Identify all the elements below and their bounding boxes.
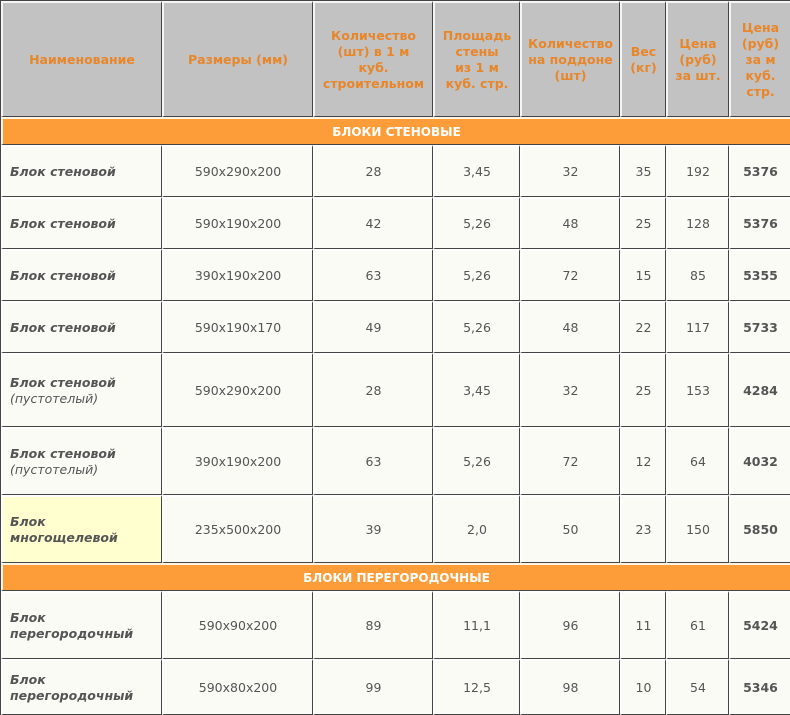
product-note: (пустотелый) xyxy=(10,390,99,406)
row-area: 11,1 xyxy=(433,591,520,659)
row-weight: 12 xyxy=(620,427,666,495)
row-price-m3: 4284 xyxy=(729,353,790,427)
header-size: Размеры (мм) xyxy=(162,1,313,117)
row-name-cell xyxy=(1,591,162,659)
product-name-line2: многощелевой xyxy=(10,529,118,545)
header-price-per-piece: Цена (руб) за шт. xyxy=(666,1,729,117)
section-title-partition: БЛОКИ ПЕРЕГОРОДОЧНЫЕ xyxy=(1,563,790,591)
row-name-cell xyxy=(1,353,162,427)
header-name: Наименование xyxy=(1,1,162,117)
table-row xyxy=(1,495,790,563)
product-name: Блок стеновой xyxy=(10,374,116,390)
row-name-cell xyxy=(1,659,162,715)
product-name: Блок стеновой xyxy=(10,319,116,335)
row-qty: 28 xyxy=(313,353,433,427)
row-price-pc: 192 xyxy=(666,145,729,197)
row-name-cell xyxy=(1,301,162,353)
row-area: 5,26 xyxy=(433,301,520,353)
row-weight: 23 xyxy=(620,495,666,563)
row-weight: 11 xyxy=(620,591,666,659)
row-price-pc: 117 xyxy=(666,301,729,353)
header-qty-per-m3: Количество (шт) в 1 м куб. строительном xyxy=(313,1,433,117)
row-price-m3: 5355 xyxy=(729,249,790,301)
row-price-pc: 64 xyxy=(666,427,729,495)
row-size: 390x190x200 xyxy=(162,427,313,495)
header-qty-pallet: Количество на поддоне (шт) xyxy=(520,1,620,117)
row-area: 5,26 xyxy=(433,197,520,249)
row-size: 590x190x200 xyxy=(162,197,313,249)
product-name: Блок xyxy=(10,671,46,687)
row-pallet: 32 xyxy=(520,353,620,427)
row-price-pc: 85 xyxy=(666,249,729,301)
row-pallet: 48 xyxy=(520,197,620,249)
section-row-wall xyxy=(1,117,790,145)
header-row xyxy=(1,1,790,117)
product-name: Блок стеновой xyxy=(10,445,116,461)
row-size: 590x290x200 xyxy=(162,353,313,427)
row-pallet: 32 xyxy=(520,145,620,197)
row-qty: 28 xyxy=(313,145,433,197)
row-price-m3: 5733 xyxy=(729,301,790,353)
table-row xyxy=(1,301,790,353)
row-qty: 39 xyxy=(313,495,433,563)
table-row xyxy=(1,197,790,249)
row-size: 590x190x170 xyxy=(162,301,313,353)
row-price-pc: 150 xyxy=(666,495,729,563)
table-row xyxy=(1,353,790,427)
section-row-partition xyxy=(1,563,790,591)
row-price-m3: 5424 xyxy=(729,591,790,659)
row-size: 235x500x200 xyxy=(162,495,313,563)
product-note: (пустотелый) xyxy=(10,461,99,477)
row-qty: 63 xyxy=(313,249,433,301)
row-name-cell xyxy=(1,197,162,249)
row-weight: 10 xyxy=(620,659,666,715)
row-price-m3: 5346 xyxy=(729,659,790,715)
row-area: 5,26 xyxy=(433,249,520,301)
row-name-cell xyxy=(1,495,162,563)
row-weight: 15 xyxy=(620,249,666,301)
row-price-pc: 153 xyxy=(666,353,729,427)
row-price-pc: 61 xyxy=(666,591,729,659)
row-name-cell xyxy=(1,145,162,197)
row-price-m3: 4032 xyxy=(729,427,790,495)
header-weight: Вес (кг) xyxy=(620,1,666,117)
row-pallet: 48 xyxy=(520,301,620,353)
row-area: 2,0 xyxy=(433,495,520,563)
header-price-per-m3: Цена (руб) за м куб. стр. xyxy=(729,1,790,117)
row-weight: 25 xyxy=(620,353,666,427)
row-weight: 35 xyxy=(620,145,666,197)
row-pallet: 72 xyxy=(520,427,620,495)
row-pallet: 98 xyxy=(520,659,620,715)
product-name: Блок стеновой xyxy=(10,267,116,283)
product-name: Блок xyxy=(10,609,46,625)
row-size: 590x290x200 xyxy=(162,145,313,197)
row-name-cell xyxy=(1,249,162,301)
table-row xyxy=(1,659,790,715)
section-title-wall: БЛОКИ СТЕНОВЫЕ xyxy=(1,117,790,145)
row-name-cell xyxy=(1,427,162,495)
row-price-m3: 5376 xyxy=(729,145,790,197)
header-wall-area: Площадь стены из 1 м куб. стр. xyxy=(433,1,520,117)
row-qty: 49 xyxy=(313,301,433,353)
table-row xyxy=(1,427,790,495)
product-name-line2: перегородочный xyxy=(10,687,134,703)
row-weight: 22 xyxy=(620,301,666,353)
row-size: 590x80x200 xyxy=(162,659,313,715)
row-qty: 63 xyxy=(313,427,433,495)
row-area: 3,45 xyxy=(433,353,520,427)
row-price-pc: 54 xyxy=(666,659,729,715)
product-name: Блок xyxy=(10,513,46,529)
row-price-pc: 128 xyxy=(666,197,729,249)
row-qty: 42 xyxy=(313,197,433,249)
row-weight: 25 xyxy=(620,197,666,249)
row-area: 5,26 xyxy=(433,427,520,495)
row-price-m3: 5850 xyxy=(729,495,790,563)
row-size: 590x90x200 xyxy=(162,591,313,659)
row-pallet: 96 xyxy=(520,591,620,659)
product-name: Блок стеновой xyxy=(10,163,116,179)
product-name: Блок стеновой xyxy=(10,215,116,231)
row-area: 3,45 xyxy=(433,145,520,197)
row-qty: 89 xyxy=(313,591,433,659)
row-pallet: 72 xyxy=(520,249,620,301)
row-pallet: 50 xyxy=(520,495,620,563)
product-name-line2: перегородочный xyxy=(10,625,134,641)
table-row xyxy=(1,591,790,659)
table-row xyxy=(1,249,790,301)
row-price-m3: 5376 xyxy=(729,197,790,249)
row-area: 12,5 xyxy=(433,659,520,715)
row-size: 390x190x200 xyxy=(162,249,313,301)
row-qty: 99 xyxy=(313,659,433,715)
table-row xyxy=(1,145,790,197)
